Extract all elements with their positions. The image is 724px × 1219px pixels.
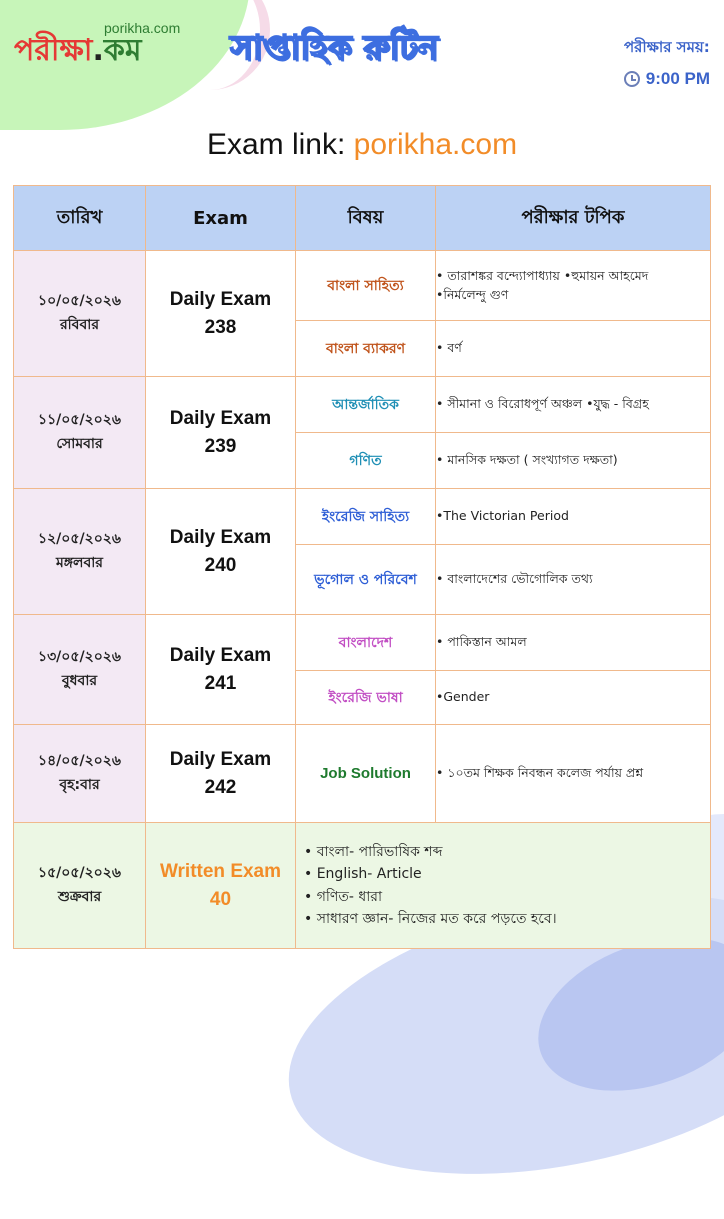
exam-time-value-wrap <box>624 69 710 89</box>
subject-cell: আন্তর্জাতিক <box>296 377 436 433</box>
exam-name: Daily Exam <box>169 407 272 429</box>
day-text: মঙ্গলবার <box>55 554 104 571</box>
exam-name: Written Exam <box>159 860 282 882</box>
topic-item: • বর্ণ <box>436 340 462 356</box>
topic-cell <box>436 545 711 615</box>
topic-item: • বাংলা- পারিভাষিক শব্দ <box>304 843 443 860</box>
table-row <box>14 377 711 433</box>
subject-cell: ইংরেজি ভাষা <box>296 671 436 725</box>
exam-cell <box>146 725 296 823</box>
topic-cell <box>436 377 711 433</box>
table-row <box>14 489 711 545</box>
subject-cell: ভূগোল ও পরিবেশ <box>296 545 436 615</box>
day-text: সোমবার <box>56 435 103 452</box>
topic-item: • বাংলাদেশের ভৌগোলিক তথ্য <box>436 571 593 587</box>
topic-item: • সাধারণ জ্ঞান- নিজের মত করে পড়তে হবে। <box>304 910 557 927</box>
exam-number: 40 <box>209 888 232 910</box>
exam-cell <box>146 823 296 949</box>
topic-cell <box>436 251 711 321</box>
topic-cell <box>436 321 711 377</box>
date-cell <box>14 615 146 725</box>
page-title: সাপ্তাহিক রুটিন <box>230 28 438 68</box>
topic-cell <box>436 725 711 823</box>
day-text: শুক্রবার <box>57 888 102 905</box>
date-cell <box>14 489 146 615</box>
exam-cell <box>146 251 296 377</box>
date-text: ১২/০৫/২০২৬ <box>37 530 121 547</box>
exam-number: 241 <box>204 672 237 694</box>
exam-link-label: Exam link: <box>206 128 346 161</box>
exam-number: 240 <box>204 554 237 576</box>
subject-cell: Job Solution <box>296 725 436 823</box>
topic-cell <box>296 823 711 949</box>
table-row <box>14 823 711 949</box>
topic-cell <box>436 433 711 489</box>
topic-item: • গণিত- ধারা <box>304 888 383 905</box>
date-text: ১৩/০৫/২০২৬ <box>37 648 121 665</box>
routine-table <box>13 185 711 949</box>
exam-number: 242 <box>204 776 237 798</box>
exam-cell <box>146 489 296 615</box>
logo-suffix: কম <box>103 33 142 68</box>
day-text: বুধবার <box>61 672 98 689</box>
logo-main-word: পরীক্ষা <box>14 33 93 68</box>
header-subject: বিষয় <box>296 186 436 251</box>
exam-name: Daily Exam <box>169 748 272 770</box>
table-row <box>14 251 711 321</box>
exam-time-label: পরীক্ষার সময়: <box>623 38 710 56</box>
logo <box>14 20 181 68</box>
exam-time <box>624 36 710 89</box>
topic-item: • মানসিক দক্ষতা ( সংখ্যাগত দক্ষতা) <box>436 452 618 468</box>
header-topic: পরীক্ষার টপিক <box>436 186 711 251</box>
date-text: ১৪/০৫/২০২৬ <box>38 752 121 769</box>
table-header-row <box>14 186 711 251</box>
topic-cell <box>436 615 711 671</box>
topic-cell <box>436 489 711 545</box>
date-cell <box>14 251 146 377</box>
date-cell <box>14 725 146 823</box>
topic-item: •Gender <box>436 689 490 705</box>
topic-item: • সীমানা ও বিরোধপূর্ণ অঞ্চল •যুদ্ধ - বিগ্রহ <box>436 396 649 412</box>
logo-dot: . <box>92 33 104 68</box>
header-exam: Exam <box>146 186 296 251</box>
date-cell <box>14 377 146 489</box>
logo-small-text: porikha.com <box>104 20 181 36</box>
exam-cell <box>146 377 296 489</box>
exam-name: Daily Exam <box>169 644 272 666</box>
date-cell <box>14 823 146 949</box>
exam-link-url[interactable]: porikha.com <box>353 128 518 161</box>
subject-cell: গণিত <box>296 433 436 489</box>
table-row <box>14 615 711 671</box>
day-text: বৃহ:বার <box>59 776 100 793</box>
exam-cell <box>146 615 296 725</box>
topic-item: • পাকিস্তান আমল <box>436 634 527 650</box>
subject-cell: বাংলা সাহিত্য <box>296 251 436 321</box>
exam-name: Daily Exam <box>169 526 272 548</box>
subject-cell: বাংলা ব্যাকরণ <box>296 321 436 377</box>
exam-name: Daily Exam <box>169 288 272 310</box>
table-row <box>14 725 711 823</box>
date-text: ১০/০৫/২০২৬ <box>37 292 121 309</box>
topic-cell <box>436 671 711 725</box>
topic-item: • তারাশঙ্কর বন্দ্যোপাধ্যায় •হুমায়ন আহমেদ <box>436 267 649 283</box>
subject-cell: ইংরেজি সাহিত্য <box>296 489 436 545</box>
topic-item: • English- Article <box>304 866 422 883</box>
date-text: ১১/০৫/২০২৬ <box>38 411 121 428</box>
topic-item: •The Victorian Period <box>436 508 569 524</box>
topic-item: • ১০তম শিক্ষক নিবন্ধন কলেজ পর্যায় প্রশ্ন <box>436 765 644 781</box>
exam-number: 238 <box>204 316 237 338</box>
exam-link <box>0 128 724 162</box>
day-text: রবিবার <box>59 316 100 333</box>
clock-icon <box>624 71 640 87</box>
exam-number: 239 <box>204 435 237 457</box>
date-text: ১৫/০৫/২০২৬ <box>38 864 121 881</box>
topic-item: •নির্মলেন্দু গুণ <box>436 286 509 302</box>
exam-time-value: 9:00 PM <box>645 69 710 88</box>
subject-cell: বাংলাদেশ <box>296 615 436 671</box>
header-date: তারিখ <box>14 186 146 251</box>
